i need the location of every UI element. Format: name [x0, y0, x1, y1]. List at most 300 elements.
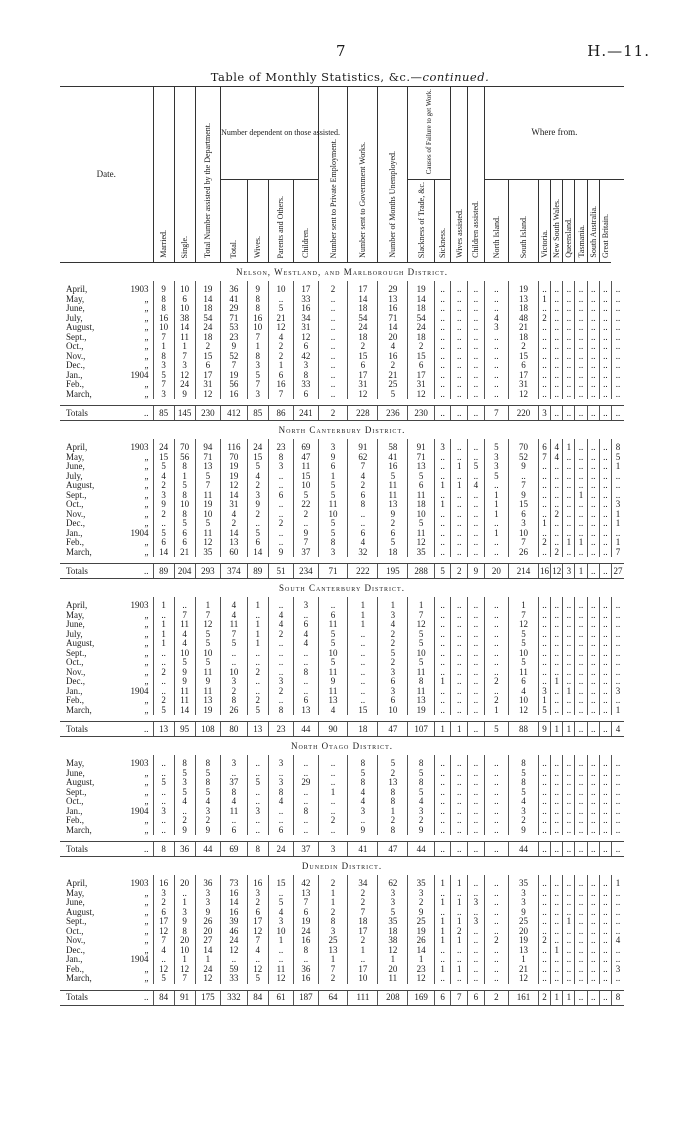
- section-heading: Dunedin District.: [301, 860, 383, 871]
- year-cell: „: [144, 935, 149, 946]
- value-cell: ..: [451, 548, 468, 558]
- value-cell: 31: [348, 380, 378, 390]
- value-cell: 71: [195, 453, 220, 463]
- value-cell: ..: [587, 481, 599, 491]
- value-cell: 18: [378, 548, 408, 558]
- header-great-britain: Great Britain.: [599, 179, 611, 263]
- header-causes-of-failure: Causes of Failure to get Work.: [408, 87, 451, 180]
- value-cell: 10: [408, 510, 435, 520]
- header-queensland: Queensland.: [563, 179, 575, 263]
- value-cell: ..: [611, 390, 624, 400]
- value-cell: ..: [599, 696, 611, 706]
- value-cell: 10: [268, 927, 293, 937]
- month-cell: May,: [66, 609, 85, 620]
- year-cell: „: [144, 303, 149, 314]
- value-cell: ..: [294, 677, 318, 687]
- value-cell: ..: [575, 314, 587, 324]
- value-cell: 8: [294, 371, 318, 381]
- value-cell: 4: [294, 630, 318, 640]
- value-cell: 3: [468, 917, 485, 927]
- value-cell: ..: [587, 462, 599, 472]
- value-cell: ..: [599, 342, 611, 352]
- value-cell: 1: [484, 510, 508, 520]
- value-cell: 9: [221, 342, 248, 352]
- value-cell: 12: [174, 371, 195, 381]
- value-cell: ..: [563, 946, 575, 956]
- table-row: [60, 439, 624, 453]
- value-cell: 6: [318, 611, 348, 621]
- header-victoria: Victoria.: [538, 179, 550, 263]
- year-cell: 1904: [130, 954, 149, 965]
- value-cell: 7: [509, 611, 539, 621]
- value-cell: 18: [378, 927, 408, 937]
- value-cell: ..: [611, 380, 624, 390]
- value-cell: 1: [247, 597, 268, 611]
- value-cell: ..: [318, 352, 348, 362]
- value-cell: ..: [348, 668, 378, 678]
- value-cell: ..: [484, 788, 508, 798]
- value-cell: 5: [174, 481, 195, 491]
- header-number-dependent: Number dependent on those assisted.: [221, 87, 318, 180]
- total-cell: 8: [611, 990, 624, 1005]
- value-cell: 4: [268, 333, 293, 343]
- value-cell: ..: [268, 597, 293, 611]
- value-cell: ..: [247, 797, 268, 807]
- value-cell: ..: [434, 281, 451, 295]
- value-cell: 36: [294, 965, 318, 975]
- total-cell: ..: [599, 406, 611, 421]
- value-cell: ..: [484, 875, 508, 889]
- value-cell: 1: [611, 519, 624, 529]
- header-children-assisted: Children assisted.: [468, 87, 485, 263]
- total-cell: ..: [468, 722, 485, 737]
- total-cell: 89: [247, 564, 268, 579]
- value-cell: ..: [468, 538, 485, 548]
- value-cell: 7: [153, 333, 174, 343]
- value-cell: ..: [451, 390, 468, 400]
- value-cell: 2: [451, 927, 468, 937]
- value-cell: 6: [538, 439, 550, 453]
- total-cell: 9: [468, 564, 485, 579]
- value-cell: 18: [509, 304, 539, 314]
- section-heading-row: [60, 421, 624, 440]
- value-cell: 11: [174, 620, 195, 630]
- value-cell: ..: [599, 281, 611, 295]
- value-cell: ..: [611, 755, 624, 769]
- value-cell: 4: [484, 314, 508, 324]
- value-cell: ..: [563, 778, 575, 788]
- total-cell: 293: [195, 564, 220, 579]
- value-cell: ..: [599, 898, 611, 908]
- value-cell: 52: [509, 453, 539, 463]
- value-cell: ..: [318, 769, 348, 779]
- value-cell: ..: [484, 597, 508, 611]
- value-cell: 5: [247, 371, 268, 381]
- month-cell: Dec.,: [66, 944, 85, 955]
- value-cell: 1: [434, 965, 451, 975]
- value-cell: ..: [247, 816, 268, 826]
- value-cell: 2: [247, 668, 268, 678]
- value-cell: ..: [575, 380, 587, 390]
- value-cell: ..: [563, 630, 575, 640]
- value-cell: 5: [408, 788, 435, 798]
- value-cell: 4: [221, 510, 248, 520]
- value-cell: 1: [611, 875, 624, 889]
- value-cell: ..: [451, 946, 468, 956]
- value-cell: 6: [318, 462, 348, 472]
- value-cell: ..: [551, 816, 563, 826]
- value-cell: 2: [408, 342, 435, 352]
- value-cell: 8: [294, 668, 318, 678]
- value-cell: ..: [575, 898, 587, 908]
- value-cell: 2: [538, 314, 550, 324]
- value-cell: 18: [195, 333, 220, 343]
- value-cell: 8: [408, 755, 435, 769]
- value-cell: ..: [575, 826, 587, 836]
- value-cell: ..: [468, 314, 485, 324]
- value-cell: ..: [538, 677, 550, 687]
- value-cell: ..: [451, 352, 468, 362]
- value-cell: 17: [195, 371, 220, 381]
- value-cell: ..: [468, 687, 485, 697]
- value-cell: 14: [221, 529, 248, 539]
- month-cell: Oct.,: [66, 796, 84, 807]
- value-cell: ..: [484, 481, 508, 491]
- value-cell: ..: [575, 927, 587, 937]
- header-dep-parents: Parents and Others.: [268, 179, 293, 263]
- value-cell: ..: [599, 706, 611, 716]
- value-cell: 12: [294, 333, 318, 343]
- value-cell: ..: [348, 630, 378, 640]
- total-cell: ..: [468, 842, 485, 857]
- value-cell: 15: [509, 500, 539, 510]
- year-cell: „: [144, 312, 149, 323]
- month-cell: Dec.,: [66, 360, 85, 371]
- value-cell: ..: [538, 281, 550, 295]
- value-cell: ..: [468, 778, 485, 788]
- value-cell: 48: [509, 314, 539, 324]
- value-cell: 7: [538, 453, 550, 463]
- total-cell: 111: [348, 990, 378, 1005]
- year-cell: „: [144, 619, 149, 630]
- value-cell: 5: [484, 472, 508, 482]
- value-cell: 16: [153, 875, 174, 889]
- total-cell: 204: [174, 564, 195, 579]
- value-cell: 14: [221, 898, 248, 908]
- value-cell: ..: [599, 611, 611, 621]
- value-cell: ..: [599, 630, 611, 640]
- total-cell: 208: [378, 990, 408, 1005]
- value-cell: 1: [509, 955, 539, 965]
- value-cell: ..: [599, 797, 611, 807]
- value-cell: ..: [484, 974, 508, 984]
- value-cell: 7: [195, 611, 220, 621]
- value-cell: ..: [611, 807, 624, 817]
- value-cell: 5: [294, 491, 318, 501]
- total-cell: 107: [408, 722, 435, 737]
- value-cell: ..: [538, 630, 550, 640]
- value-cell: 12: [509, 706, 539, 716]
- value-cell: ..: [563, 769, 575, 779]
- year-cell: „: [144, 628, 149, 639]
- value-cell: 1: [509, 597, 539, 611]
- value-cell: ..: [599, 639, 611, 649]
- table-row: [60, 597, 624, 611]
- value-cell: ..: [563, 597, 575, 611]
- value-cell: 1: [247, 630, 268, 640]
- value-cell: 2: [247, 696, 268, 706]
- total-cell: 88: [509, 722, 539, 737]
- total-cell: 24: [268, 842, 293, 857]
- value-cell: ..: [563, 295, 575, 305]
- value-cell: ..: [538, 472, 550, 482]
- value-cell: ..: [563, 342, 575, 352]
- value-cell: ..: [318, 314, 348, 324]
- value-cell: ..: [434, 529, 451, 539]
- value-cell: ..: [538, 889, 550, 899]
- value-cell: 17: [294, 281, 318, 295]
- value-cell: 9: [153, 500, 174, 510]
- value-cell: 2: [378, 630, 408, 640]
- month-cell: Sept.,: [66, 786, 87, 797]
- value-cell: ..: [538, 927, 550, 937]
- value-cell: ..: [451, 788, 468, 798]
- value-cell: ..: [538, 807, 550, 817]
- value-cell: 4: [468, 481, 485, 491]
- value-cell: ..: [551, 491, 563, 501]
- value-cell: 4: [378, 620, 408, 630]
- value-cell: 20: [195, 927, 220, 937]
- value-cell: ..: [451, 769, 468, 779]
- value-cell: 5: [318, 639, 348, 649]
- value-cell: 16: [294, 974, 318, 984]
- value-cell: ..: [434, 788, 451, 798]
- value-cell: 39: [221, 917, 248, 927]
- total-cell: ..: [563, 842, 575, 857]
- value-cell: 7: [268, 390, 293, 400]
- value-cell: ..: [468, 755, 485, 769]
- value-cell: 19: [408, 706, 435, 716]
- value-cell: 13: [378, 500, 408, 510]
- value-cell: 4: [318, 706, 348, 716]
- value-cell: 6: [247, 538, 268, 548]
- value-cell: 1: [247, 342, 268, 352]
- total-cell: 5: [484, 722, 508, 737]
- value-cell: 9: [378, 510, 408, 520]
- value-cell: 2: [153, 696, 174, 706]
- header-dep-total: Total.: [221, 179, 248, 263]
- value-cell: ..: [599, 755, 611, 769]
- value-cell: 3: [538, 687, 550, 697]
- month-cell: Nov.,: [66, 666, 86, 677]
- value-cell: ..: [451, 658, 468, 668]
- total-cell: 3: [563, 564, 575, 579]
- value-cell: 11: [509, 668, 539, 678]
- value-cell: ..: [451, 342, 468, 352]
- year-cell: 1904: [130, 805, 149, 816]
- header-dep-children: Children.: [294, 179, 318, 263]
- value-cell: 10: [174, 500, 195, 510]
- value-cell: 33: [221, 974, 248, 984]
- value-cell: 17: [247, 917, 268, 927]
- value-cell: 5: [153, 462, 174, 472]
- value-cell: 1: [563, 439, 575, 453]
- value-cell: 3: [247, 390, 268, 400]
- value-cell: 11: [195, 668, 220, 678]
- value-cell: ..: [294, 755, 318, 769]
- value-cell: 13: [221, 538, 248, 548]
- value-cell: ..: [611, 352, 624, 362]
- value-cell: ..: [538, 639, 550, 649]
- value-cell: 1: [434, 500, 451, 510]
- value-cell: 1: [538, 519, 550, 529]
- total-cell: ..: [451, 842, 468, 857]
- value-cell: ..: [575, 917, 587, 927]
- value-cell: ..: [484, 281, 508, 295]
- value-cell: ..: [174, 807, 195, 817]
- total-cell: ..: [113, 722, 153, 737]
- total-cell: ..: [575, 722, 587, 737]
- value-cell: ..: [551, 620, 563, 630]
- value-cell: ..: [551, 361, 563, 371]
- totals-row: [60, 406, 624, 421]
- value-cell: 5: [268, 898, 293, 908]
- value-cell: ..: [575, 611, 587, 621]
- value-cell: 29: [221, 304, 248, 314]
- value-cell: 2: [378, 361, 408, 371]
- total-cell: 27: [611, 564, 624, 579]
- value-cell: 3: [195, 807, 220, 817]
- value-cell: ..: [468, 352, 485, 362]
- value-cell: 5: [509, 788, 539, 798]
- value-cell: 3: [153, 807, 174, 817]
- value-cell: 8: [378, 797, 408, 807]
- value-cell: 16: [247, 875, 268, 889]
- value-cell: ..: [468, 955, 485, 965]
- value-cell: ..: [451, 649, 468, 659]
- value-cell: ..: [434, 295, 451, 305]
- value-cell: ..: [538, 462, 550, 472]
- value-cell: ..: [538, 908, 550, 918]
- value-cell: 11: [408, 491, 435, 501]
- value-cell: 15: [348, 706, 378, 716]
- value-cell: ..: [551, 390, 563, 400]
- value-cell: 3: [509, 898, 539, 908]
- value-cell: 37: [294, 548, 318, 558]
- value-cell: ..: [575, 295, 587, 305]
- value-cell: ..: [587, 706, 599, 716]
- value-cell: 8: [174, 510, 195, 520]
- value-cell: 24: [153, 439, 174, 453]
- total-cell: ..: [434, 842, 451, 857]
- value-cell: ..: [268, 946, 293, 956]
- value-cell: 11: [408, 687, 435, 697]
- value-cell: 13: [294, 889, 318, 899]
- value-cell: ..: [468, 500, 485, 510]
- total-cell: 36: [174, 842, 195, 857]
- value-cell: ..: [484, 965, 508, 975]
- total-cell: 2: [318, 406, 348, 421]
- value-cell: ..: [551, 295, 563, 305]
- value-cell: ..: [551, 898, 563, 908]
- value-cell: 19: [221, 462, 248, 472]
- value-cell: 5: [195, 519, 220, 529]
- value-cell: 8: [509, 778, 539, 788]
- value-cell: 3: [348, 807, 378, 817]
- total-cell: 412: [221, 406, 248, 421]
- value-cell: ..: [599, 917, 611, 927]
- value-cell: 6: [268, 371, 293, 381]
- value-cell: ..: [268, 696, 293, 706]
- value-cell: 8: [268, 453, 293, 463]
- value-cell: ..: [551, 955, 563, 965]
- total-cell: 9: [538, 722, 550, 737]
- total-cell: ..: [611, 406, 624, 421]
- value-cell: 7: [611, 548, 624, 558]
- value-cell: 4: [268, 620, 293, 630]
- value-cell: 1: [563, 917, 575, 927]
- value-cell: ..: [153, 755, 174, 769]
- value-cell: 2: [509, 816, 539, 826]
- value-cell: ..: [434, 706, 451, 716]
- value-cell: ..: [451, 597, 468, 611]
- value-cell: ..: [551, 755, 563, 769]
- value-cell: 3: [247, 491, 268, 501]
- value-cell: ..: [599, 529, 611, 539]
- value-cell: ..: [611, 677, 624, 687]
- value-cell: 73: [221, 875, 248, 889]
- value-cell: 8: [268, 788, 293, 798]
- value-cell: ..: [434, 462, 451, 472]
- value-cell: 11: [318, 668, 348, 678]
- month-cell: May,: [66, 758, 85, 769]
- value-cell: ..: [484, 380, 508, 390]
- value-cell: ..: [599, 807, 611, 817]
- month-cell: Jan.,: [66, 527, 83, 538]
- value-cell: ..: [468, 519, 485, 529]
- header-single: Single.: [174, 87, 195, 263]
- value-cell: ..: [451, 314, 468, 324]
- year-cell: „: [144, 704, 149, 715]
- month-cell: March,: [66, 704, 92, 715]
- value-cell: ..: [551, 314, 563, 324]
- value-cell: ..: [563, 955, 575, 965]
- value-cell: 7: [247, 380, 268, 390]
- value-cell: ..: [268, 538, 293, 548]
- value-cell: ..: [587, 649, 599, 659]
- value-cell: ..: [348, 955, 378, 965]
- value-cell: 9: [195, 677, 220, 687]
- total-cell: 1: [434, 722, 451, 737]
- value-cell: 6: [247, 908, 268, 918]
- year-cell: „: [144, 388, 149, 399]
- value-cell: ..: [268, 668, 293, 678]
- value-cell: ..: [575, 974, 587, 984]
- value-cell: 42: [294, 352, 318, 362]
- total-cell: ..: [538, 842, 550, 857]
- table-title: [0, 70, 700, 84]
- value-cell: ..: [434, 816, 451, 826]
- year-cell: „: [144, 451, 149, 462]
- value-cell: ..: [563, 323, 575, 333]
- total-cell: 228: [348, 406, 378, 421]
- value-cell: ..: [174, 597, 195, 611]
- value-cell: 10: [378, 706, 408, 716]
- value-cell: 69: [294, 439, 318, 453]
- value-cell: ..: [575, 706, 587, 716]
- value-cell: 5: [153, 529, 174, 539]
- total-cell: 85: [247, 406, 268, 421]
